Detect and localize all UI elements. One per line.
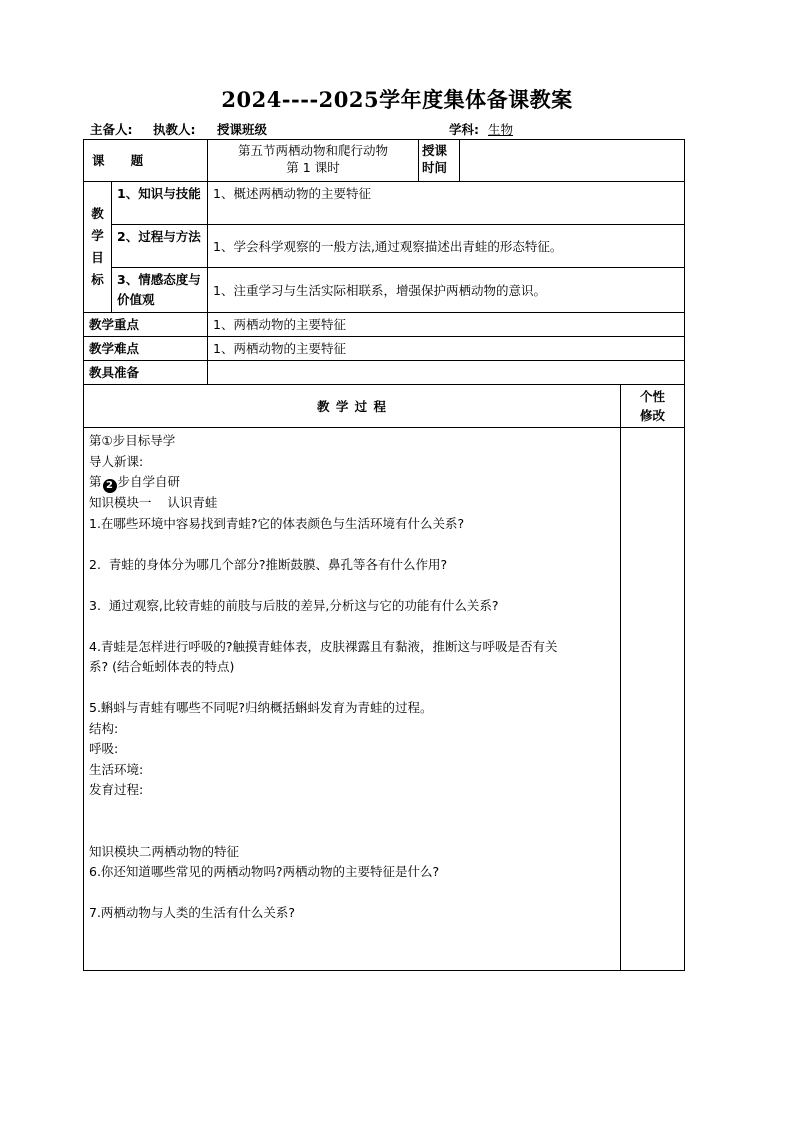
process-content bbox=[84, 428, 621, 971]
meta-line bbox=[90, 120, 690, 138]
step-2-prefix: 第 bbox=[89, 474, 102, 489]
time-label-1: 授课 bbox=[422, 143, 448, 158]
time-label bbox=[419, 140, 460, 182]
topic-line-2: 第 1 课时 bbox=[286, 160, 340, 175]
habitat-label: 生活环境: bbox=[89, 761, 144, 777]
personal-edit-column bbox=[621, 428, 685, 971]
key-point-value: 1、两栖动物的主要特征 bbox=[208, 313, 685, 337]
step-1: 第①步目标导学 bbox=[89, 433, 176, 448]
objectives-char-4: 标 bbox=[91, 272, 104, 287]
personal-edit-header-2: 修改 bbox=[639, 408, 665, 423]
lesson-plan-table bbox=[83, 139, 685, 971]
step-2-badge: 2 bbox=[103, 479, 117, 493]
objectives-char-2: 学 bbox=[91, 228, 104, 243]
breathing-label: 呼吸: bbox=[89, 741, 119, 756]
objectives-label bbox=[84, 182, 112, 313]
tools-label: 教具准备 bbox=[84, 361, 208, 385]
tools-value bbox=[208, 361, 685, 385]
objective-name-knowledge: 1、知识与技能 bbox=[112, 182, 208, 225]
question-4-line-2: 系? (结合蚯蚓体表的特点) bbox=[89, 659, 235, 674]
difficulty-value: 1、两栖动物的主要特征 bbox=[208, 337, 685, 361]
page-title: 2024----2025学年度集体备课教案 bbox=[221, 87, 573, 112]
objectives-char-1: 教 bbox=[91, 206, 104, 221]
preparer-label: 主备人: bbox=[90, 122, 133, 137]
class-label: 授课班级 bbox=[217, 122, 268, 137]
subject-label: 学科: bbox=[449, 122, 479, 137]
intro-line: 导人新课: bbox=[89, 453, 144, 469]
subject-value: 生物 bbox=[488, 122, 514, 137]
development-label: 发育过程: bbox=[89, 782, 144, 797]
topic-label: 课 题 bbox=[84, 140, 208, 182]
objective-content-knowledge: 1、概述两栖动物的主要特征 bbox=[208, 182, 685, 225]
key-point-label: 教学重点 bbox=[84, 313, 208, 337]
time-label-2: 时间 bbox=[422, 160, 448, 175]
question-1: 1.在哪些环境中容易找到青蛙?它的体表颜色与生活环境有什么关系? bbox=[89, 515, 465, 531]
question-6: 6.你还知道哪些常见的两栖动物吗?两栖动物的主要特征是什么? bbox=[89, 864, 440, 879]
question-3: 3. 通过观察,比较青蛙的前肢与后肢的差异,分析这与它的功能有什么关系? bbox=[89, 597, 499, 613]
question-7: 7.两栖动物与人类的生活有什么关系? bbox=[89, 905, 296, 920]
process-header: 教 学 过 程 bbox=[84, 385, 621, 428]
objective-name-process: 2、过程与方法 bbox=[112, 225, 208, 268]
objective-content-process: 1、学会科学观察的一般方法,通过观察描述出青蛙的形态特征。 bbox=[208, 225, 685, 268]
objective-content-attitude: 1、注重学习与生活实际相联系，增强保护两栖动物的意识。 bbox=[208, 268, 685, 313]
module-1-title: 知识模块一 认识青蛙 bbox=[89, 495, 218, 510]
structure-label: 结构: bbox=[89, 720, 119, 736]
difficulty-label: 教学难点 bbox=[84, 337, 208, 361]
module-2-title: 知识模块二两栖动物的特征 bbox=[89, 843, 240, 859]
topic-line-1: 第五节两栖动物和爬行动物 bbox=[237, 143, 388, 158]
question-5: 5.蝌蚪与青蛙有哪些不同呢?归纳概括蝌蚪发育为青蛙的过程。 bbox=[89, 700, 433, 715]
time-value bbox=[460, 140, 685, 182]
step-2 bbox=[89, 472, 615, 493]
personal-edit-header-1: 个性 bbox=[639, 389, 665, 404]
objectives-char-3: 目 bbox=[91, 250, 104, 265]
executor-label: 执教人: bbox=[153, 122, 196, 137]
step-2-suffix: 步自学自研 bbox=[117, 474, 181, 489]
topic-value bbox=[208, 140, 419, 182]
question-2: 2. 青蛙的身体分为哪几个部分?推断鼓膜、鼻孔等各有什么作用? bbox=[89, 556, 448, 572]
personal-edit-header bbox=[621, 385, 685, 428]
question-4-line-1: 4.青蛙是怎样进行呼吸的?触摸青蛙体表，皮肤裸露且有黏液，推断这与呼吸是否有关 bbox=[89, 638, 558, 654]
objective-name-attitude: 3、情感态度与价值观 bbox=[112, 268, 208, 313]
